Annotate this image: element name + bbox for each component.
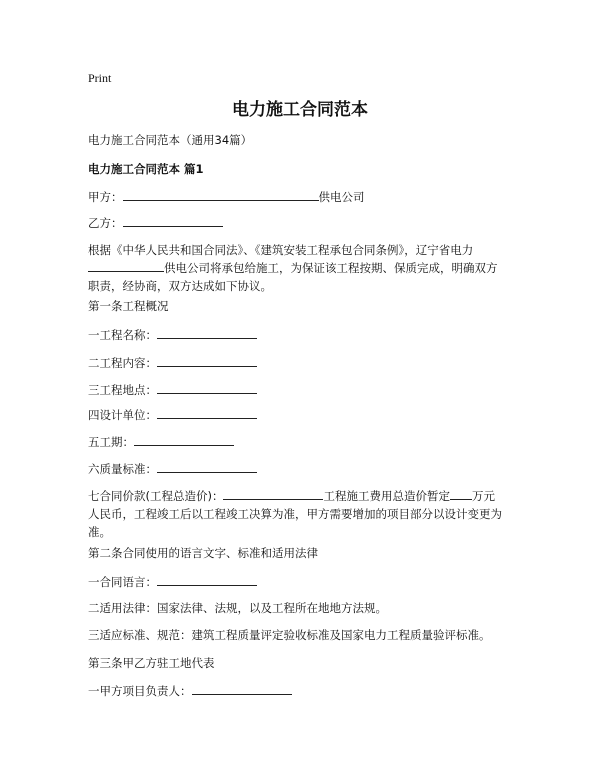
party-a-blank [123, 188, 319, 201]
party-a-line [88, 188, 365, 205]
duration-line [88, 433, 234, 450]
intro-line-2 [88, 259, 518, 277]
document-subtitle: 电力施工合同范本（通用34篇） [88, 133, 253, 147]
party-a-label: 甲方： [88, 190, 123, 204]
article-2-heading: 第二条合同使用的语言文字、标准和适用法律 [88, 546, 318, 560]
intro-line-3: 职责，经协商，双方达成如下协议。 [88, 279, 272, 293]
quality-standard-line [88, 460, 257, 477]
contract-language-blank [157, 573, 257, 586]
project-content-blank [157, 354, 257, 367]
project-location-blank [157, 381, 257, 394]
party-a-representative-line [88, 682, 292, 699]
quality-standard-label: 六质量标准： [88, 462, 157, 476]
intro-blank [88, 259, 164, 272]
article-1-heading: 第一条工程概况 [88, 299, 169, 313]
project-name-label: 一工程名称： [88, 328, 157, 342]
party-a-suffix: 供电公司 [318, 190, 365, 204]
party-b-blank [123, 214, 223, 227]
intro-paragraph [88, 241, 518, 295]
party-a-representative-blank [192, 682, 292, 695]
contract-language-line [88, 573, 257, 590]
duration-blank [134, 433, 234, 446]
project-name-blank [157, 326, 257, 339]
price-paragraph [88, 487, 502, 541]
party-b-line [88, 214, 223, 231]
contract-language-label: 一合同语言： [88, 575, 157, 589]
price-unit: 万元 [471, 489, 495, 503]
intro-line-2-text: 供电公司将承包给施工，为保证该工程按期、保质完成，明确双方 [164, 261, 498, 275]
price-line-2: 人民币，工程竣工后以工程竣工决算为准，甲方需要增加的项目部分以设计变更为 [88, 507, 502, 521]
project-content-label: 二工程内容： [88, 356, 157, 370]
price-middle: 工程施工费用总造价暂定 [323, 489, 450, 503]
duration-label: 五工期： [88, 435, 134, 449]
party-a-representative-label: 一甲方项目负责人： [88, 684, 192, 698]
party-b-label: 乙方： [88, 216, 123, 230]
price-amount-blank [450, 487, 472, 500]
project-location-line [88, 381, 257, 398]
project-location-label: 三工程地点： [88, 383, 157, 397]
design-unit-line [88, 406, 257, 423]
intro-line-1: 根据《中华人民共和国合同法》、《建筑安装工程承包合同条例》，辽宁省电力 [88, 243, 474, 257]
applicable-standards-line: 三适应标准、规范：建筑工程质量评定验收标准及国家电力工程质量验评标准。 [88, 628, 491, 642]
section-heading: 电力施工合同范本 篇1 [88, 162, 204, 176]
design-unit-blank [157, 406, 257, 419]
article-3-heading: 第三条甲乙方驻工地代表 [88, 656, 215, 670]
applicable-law-line: 二适用法律：国家法律、法规，以及工程所在地地方法规。 [88, 601, 387, 615]
design-unit-label: 四设计单位： [88, 408, 157, 422]
price-line-1 [88, 487, 502, 505]
quality-standard-blank [157, 460, 257, 473]
print-link[interactable]: Print [88, 71, 112, 85]
document-title: 电力施工合同范本 [232, 100, 368, 120]
price-blank [223, 487, 323, 500]
project-content-line [88, 354, 257, 371]
project-name-line [88, 326, 257, 343]
price-label: 七合同价款(工程总造价)： [88, 489, 224, 503]
price-line-3: 准。 [88, 525, 111, 539]
